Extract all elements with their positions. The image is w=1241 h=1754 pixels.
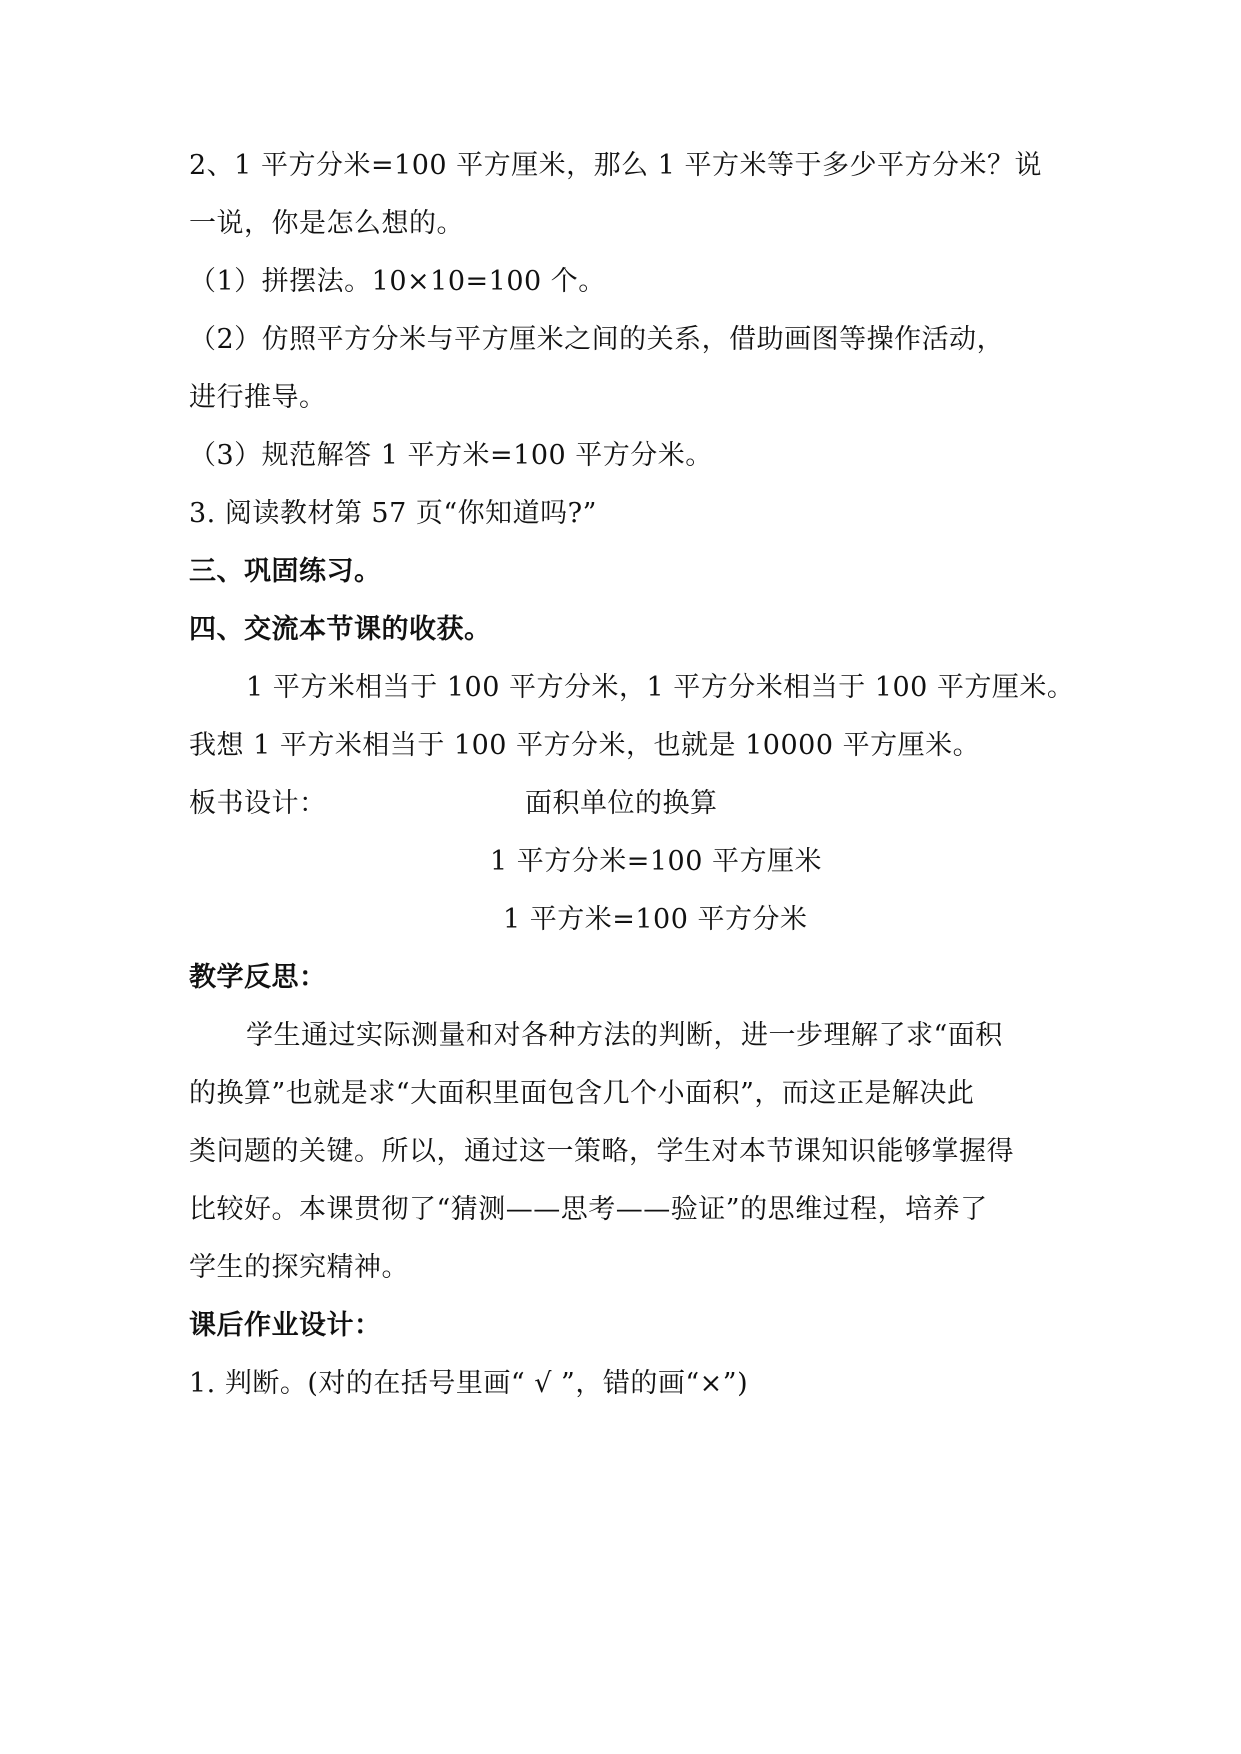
homework-item: 1. 判断。(对的在括号里画“ √ ”，错的画“×”)	[189, 1368, 749, 1399]
list-item: （2）仿照平方分米与平方厘米之间的关系，借助画图等操作活动，	[189, 324, 1005, 355]
summary-line: 1 平方米相当于 100 平方分米，1 平方分米相当于 100 平方厘米。	[246, 672, 1075, 703]
reflection-line: 类问题的关键。所以，通过这一策略，学生对本节课知识能够掌握得	[189, 1136, 1014, 1167]
section-heading: 四、交流本节课的收获。	[189, 614, 492, 645]
board-line: 1 平方米=100 平方分米	[503, 904, 808, 935]
reflection-line: 的换算”也就是求“大面积里面包含几个小面积”，而这正是解决此	[189, 1078, 975, 1109]
reflection-line: 学生的探究精神。	[189, 1252, 409, 1283]
list-item: （3）规范解答 1 平方米=100 平方分米。	[189, 440, 713, 471]
reflection-heading: 教学反思：	[189, 962, 327, 993]
board-line: 1 平方分米=100 平方厘米	[490, 846, 823, 877]
reflection-line: 学生通过实际测量和对各种方法的判断，进一步理解了求“面积	[246, 1020, 1003, 1051]
board-title: 面积单位的换算	[525, 788, 718, 819]
list-item: （1）拼摆法。10×10=100 个。	[189, 266, 606, 297]
paragraph-line: 进行推导。	[189, 382, 327, 413]
homework-heading: 课后作业设计：	[189, 1310, 382, 1341]
list-item: 3. 阅读教材第 57 页“你知道吗?”	[189, 498, 597, 529]
paragraph-line: 一说，你是怎么想的。	[189, 208, 464, 239]
board-label: 板书设计：	[189, 788, 327, 819]
reflection-line: 比较好。本课贯彻了“猜测——思考——验证”的思维过程，培养了	[189, 1194, 988, 1225]
paragraph-line: 2、1 平方分米=100 平方厘米，那么 1 平方米等于多少平方分米？说	[189, 150, 1043, 181]
section-heading: 三、巩固练习。	[189, 556, 382, 587]
summary-line: 我想 1 平方米相当于 100 平方分米，也就是 10000 平方厘米。	[189, 730, 981, 761]
